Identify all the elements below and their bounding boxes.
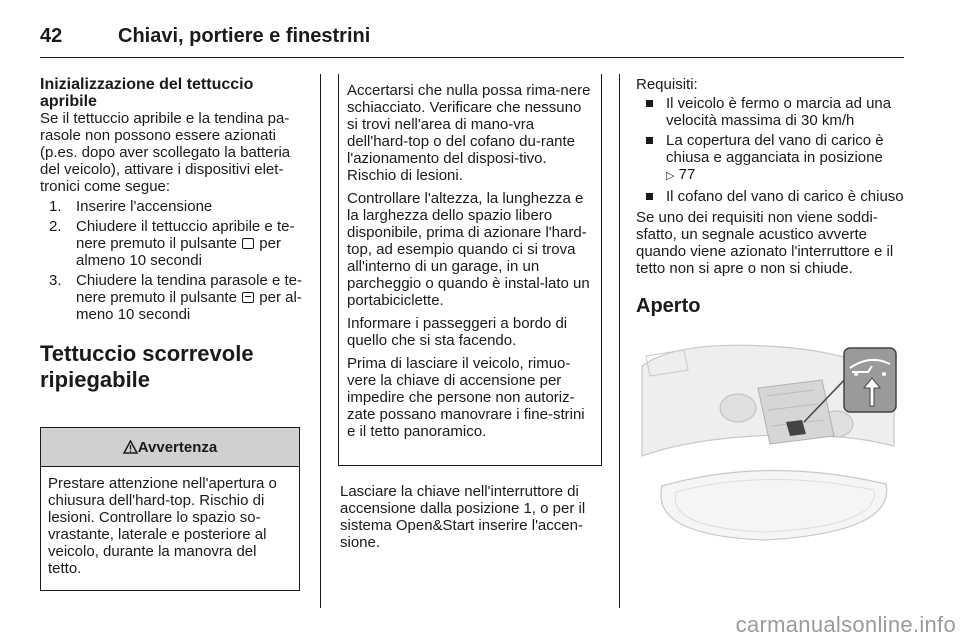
subheading-init: Inizializzazione del tettuccio apribile: [40, 76, 254, 110]
warning-header: [41, 428, 299, 467]
list-item: Il cofano del vano di carico è chiuso: [636, 188, 906, 205]
left-column: [40, 76, 306, 393]
page-title: Chiavi, portiere e finestrini: [118, 24, 371, 47]
warning-cont-paragraph: Informare i passeggeri a bordo di quello che si sta facendo.: [347, 315, 568, 349]
list-item: La copertura del vano di carico è chiusa e agganciata in posizione ▷ 77: [636, 132, 906, 185]
warning-cont-paragraph: Controllare l'altezza, la lunghezza e la larghezza dello spazio libero disponibile, prima di azionare l'hard-top, ad esempio quando ci si trova all'interno di un garage, in un parcheggio o quando è instal-lato un portabiciclette.: [347, 190, 590, 309]
intro-paragraph: Se il tettuccio apribile e la tendina pa-rasole non possono essere azionati (p.es. dopo aver scollegato la batteria del veicolo), attivare i dispositivi elet-tronici come segue:: [40, 110, 291, 195]
section-heading: Tettuccio scorrevole ripiegabile: [40, 341, 254, 392]
list-item: 1. Inserire l'accensione: [49, 198, 213, 215]
roof-console-illustration: [636, 336, 900, 550]
column-divider-right: [619, 74, 620, 608]
warning-title: Avvertenza: [137, 438, 218, 456]
page-header: [40, 18, 370, 54]
warning-triangle-icon: [123, 440, 138, 454]
right-column: [636, 76, 906, 319]
sunshade-button-icon: [242, 292, 254, 303]
column-divider-left: [320, 74, 321, 608]
bullet-icon: [646, 137, 653, 144]
middle-after-text: [340, 483, 604, 551]
header-rule: [40, 57, 904, 58]
bullet-icon: [646, 100, 653, 107]
warning-continuation-box: [338, 74, 602, 466]
page-number: 42: [40, 24, 63, 47]
list-item: 3. Chiudere la tendina parasole e te-nere premuto il pulsante per al-meno 10 secondi: [49, 272, 302, 323]
warning-cont-paragraph: Prima di lasciare il veicolo, rimuo-vere la chiave di accensione per impedire che persone non autoriz-zate possano manovrare i fine-strini e il tetto panoramico.: [347, 355, 585, 440]
note-paragraph: Se uno dei requisiti non viene soddi-sfatto, un segnale acustico avverte quando viene azionato l'interruttore e il tetto non si apre o non si chiude.: [636, 209, 894, 277]
sunroof-button-icon: [242, 238, 254, 249]
page-ref-icon: ▷: [666, 170, 675, 182]
subheading-open: Aperto: [636, 295, 701, 317]
warning-text: Prestare attenzione nell'apertura o chiusura dell'hard-top. Rischio di lesioni. Controllare lo spazio so-vrastante, laterale e posteriore al veicolo, durante la manovra del tetto.: [48, 475, 277, 577]
list-item: 2. Chiudere il tettuccio apribile e te-nere premuto il pulsante per almeno 10 secondi: [49, 218, 295, 269]
page-ref: 77: [678, 166, 696, 183]
steps-list: [40, 198, 306, 323]
requirements-label: Requisiti:: [636, 76, 698, 93]
watermark: carmanualsonline.info: [735, 612, 956, 637]
requirements-list: [636, 95, 906, 205]
warning-cont-paragraph: Accertarsi che nulla possa rima-nere schiacciato. Verificare che nessuno si trovi nell'area di mano-vra dell'hard-top o del cofano du-rante l'azionamento del disposi-tivo. Rischio di lesioni.: [347, 82, 591, 184]
ignition-paragraph: Lasciare la chiave nell'interruttore di accensione dalla posizione 1, o per il sistema Open&Start inserire l'accen-sione.: [340, 483, 586, 551]
bullet-icon: [646, 193, 653, 200]
warning-box: [40, 427, 300, 591]
list-item: Il veicolo è fermo o marcia ad una velocità massima di 30 km/h: [636, 95, 906, 129]
